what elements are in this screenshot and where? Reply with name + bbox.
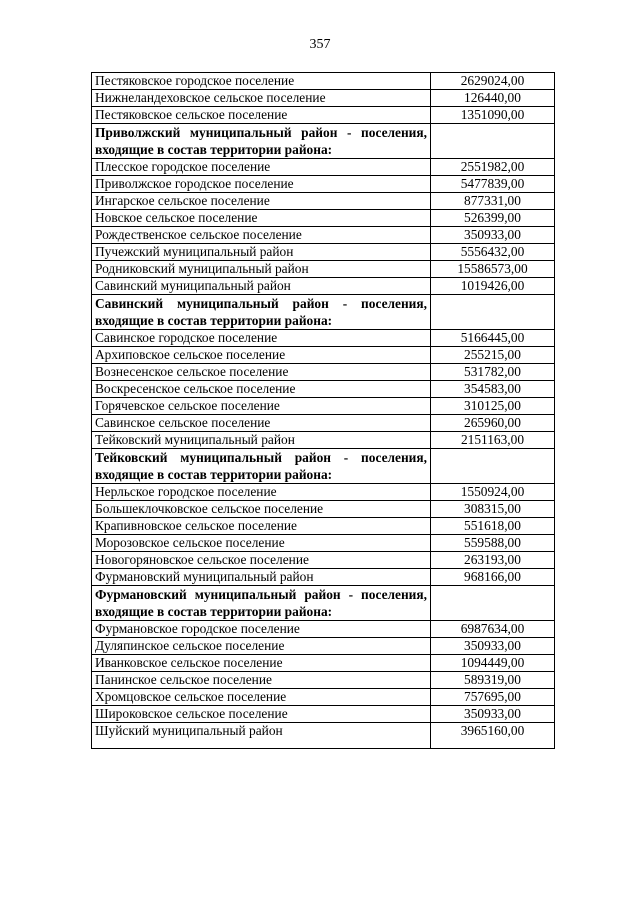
allocation-amount: 551618,00 — [431, 518, 555, 535]
allocation-amount: 308315,00 — [431, 501, 555, 518]
table-row — [92, 398, 555, 415]
municipality-name: Нерльское городское поселение — [92, 484, 431, 501]
page-number: 357 — [309, 37, 331, 52]
allocation-amount: 263193,00 — [431, 552, 555, 569]
allocation-amount: 15586573,00 — [431, 261, 555, 278]
table-row — [92, 90, 555, 107]
table-row — [92, 638, 555, 655]
table-row — [92, 227, 555, 244]
table-row — [92, 159, 555, 176]
table-row — [92, 244, 555, 261]
allocation-amount: 2151163,00 — [431, 432, 555, 449]
municipality-name: Большеклочковское сельское поселение — [92, 501, 431, 518]
table-row — [92, 210, 555, 227]
municipality-name: Хромцовское сельское поселение — [92, 689, 431, 706]
section-heading: Савинский муниципальный район - поселения, входящие в состав территории района: — [92, 295, 431, 330]
table-row — [92, 261, 555, 278]
allocation-amount — [431, 124, 555, 159]
allocation-amount: 126440,00 — [431, 90, 555, 107]
table-row — [92, 432, 555, 449]
municipality-name: Дуляпинское сельское поселение — [92, 638, 431, 655]
municipality-name: Крапивновское сельское поселение — [92, 518, 431, 535]
municipality-name: Новское сельское поселение — [92, 210, 431, 227]
allocation-amount: 559588,00 — [431, 535, 555, 552]
table-row — [92, 535, 555, 552]
table-row — [92, 689, 555, 706]
municipality-name: Савинское сельское поселение — [92, 415, 431, 432]
allocation-amount — [431, 295, 555, 330]
allocation-amount — [431, 586, 555, 621]
municipality-name: Архиповское сельское поселение — [92, 347, 431, 364]
municipality-name: Рождественское сельское поселение — [92, 227, 431, 244]
table-row — [92, 73, 555, 90]
table-row — [92, 278, 555, 295]
section-heading: Приволжский муниципальный район - поселения, входящие в состав территории района: — [92, 124, 431, 159]
table-section-heading-row — [92, 586, 555, 621]
table-section-heading-row — [92, 124, 555, 159]
allocation-amount: 2551982,00 — [431, 159, 555, 176]
municipality-name: Савинский муниципальный район — [92, 278, 431, 295]
allocation-amount: 589319,00 — [431, 672, 555, 689]
allocation-amount: 350933,00 — [431, 706, 555, 723]
table-row — [92, 330, 555, 347]
allocation-amount: 3965160,00 — [431, 723, 555, 749]
allocation-amount: 350933,00 — [431, 227, 555, 244]
section-heading: Фурмановский муниципальный район - поселения, входящие в состав территории района: — [92, 586, 431, 621]
table-row — [92, 569, 555, 586]
municipality-name: Вознесенское сельское поселение — [92, 364, 431, 381]
allocation-amount: 5477839,00 — [431, 176, 555, 193]
table-row — [92, 723, 555, 749]
municipality-name: Горячевское сельское поселение — [92, 398, 431, 415]
table-row — [92, 347, 555, 364]
table-row — [92, 415, 555, 432]
municipality-name: Новогоряновское сельское поселение — [92, 552, 431, 569]
budget-table-body — [92, 73, 555, 749]
municipality-name: Плесское городское поселение — [92, 159, 431, 176]
municipality-name: Приволжское городское поселение — [92, 176, 431, 193]
allocation-amount — [431, 449, 555, 484]
municipality-name: Панинское сельское поселение — [92, 672, 431, 689]
municipality-name: Тейковский муниципальный район — [92, 432, 431, 449]
allocation-amount: 5166445,00 — [431, 330, 555, 347]
table-row — [92, 501, 555, 518]
municipality-name: Пестяковское сельское поселение — [92, 107, 431, 124]
allocation-amount: 6987634,00 — [431, 621, 555, 638]
table-row — [92, 655, 555, 672]
table-row — [92, 107, 555, 124]
allocation-amount: 1094449,00 — [431, 655, 555, 672]
allocation-amount: 5556432,00 — [431, 244, 555, 261]
table-row — [92, 484, 555, 501]
table-row — [92, 364, 555, 381]
allocation-amount: 1351090,00 — [431, 107, 555, 124]
municipality-name: Воскресенское сельское поселение — [92, 381, 431, 398]
budget-allocation-table — [91, 72, 555, 749]
allocation-amount: 255215,00 — [431, 347, 555, 364]
municipality-name: Пучежский муниципальный район — [92, 244, 431, 261]
municipality-name: Морозовское сельское поселение — [92, 535, 431, 552]
allocation-amount: 350933,00 — [431, 638, 555, 655]
allocation-amount: 526399,00 — [431, 210, 555, 227]
municipality-name: Пестяковское городское поселение — [92, 73, 431, 90]
municipality-name: Ингарское сельское поселение — [92, 193, 431, 210]
municipality-name: Фурмановский муниципальный район — [92, 569, 431, 586]
table-row — [92, 381, 555, 398]
municipality-name: Савинское городское поселение — [92, 330, 431, 347]
table-row — [92, 176, 555, 193]
allocation-amount: 265960,00 — [431, 415, 555, 432]
table-row — [92, 518, 555, 535]
municipality-name: Иванковское сельское поселение — [92, 655, 431, 672]
table-row — [92, 552, 555, 569]
allocation-amount: 757695,00 — [431, 689, 555, 706]
table-section-heading-row — [92, 295, 555, 330]
table-section-heading-row — [92, 449, 555, 484]
allocation-amount: 877331,00 — [431, 193, 555, 210]
municipality-name: Нижнеландеховское сельское поселение — [92, 90, 431, 107]
allocation-amount: 354583,00 — [431, 381, 555, 398]
municipality-name: Родниковский муниципальный район — [92, 261, 431, 278]
table-row — [92, 672, 555, 689]
allocation-amount: 968166,00 — [431, 569, 555, 586]
municipality-name: Широковское сельское поселение — [92, 706, 431, 723]
allocation-amount: 531782,00 — [431, 364, 555, 381]
table-row — [92, 193, 555, 210]
allocation-amount: 1019426,00 — [431, 278, 555, 295]
section-heading: Тейковский муниципальный район - поселения, входящие в состав территории района: — [92, 449, 431, 484]
allocation-amount: 2629024,00 — [431, 73, 555, 90]
allocation-amount: 310125,00 — [431, 398, 555, 415]
table-row — [92, 621, 555, 638]
table-row — [92, 706, 555, 723]
allocation-amount: 1550924,00 — [431, 484, 555, 501]
municipality-name: Шуйский муниципальный район — [92, 723, 431, 749]
municipality-name: Фурмановское городское поселение — [92, 621, 431, 638]
